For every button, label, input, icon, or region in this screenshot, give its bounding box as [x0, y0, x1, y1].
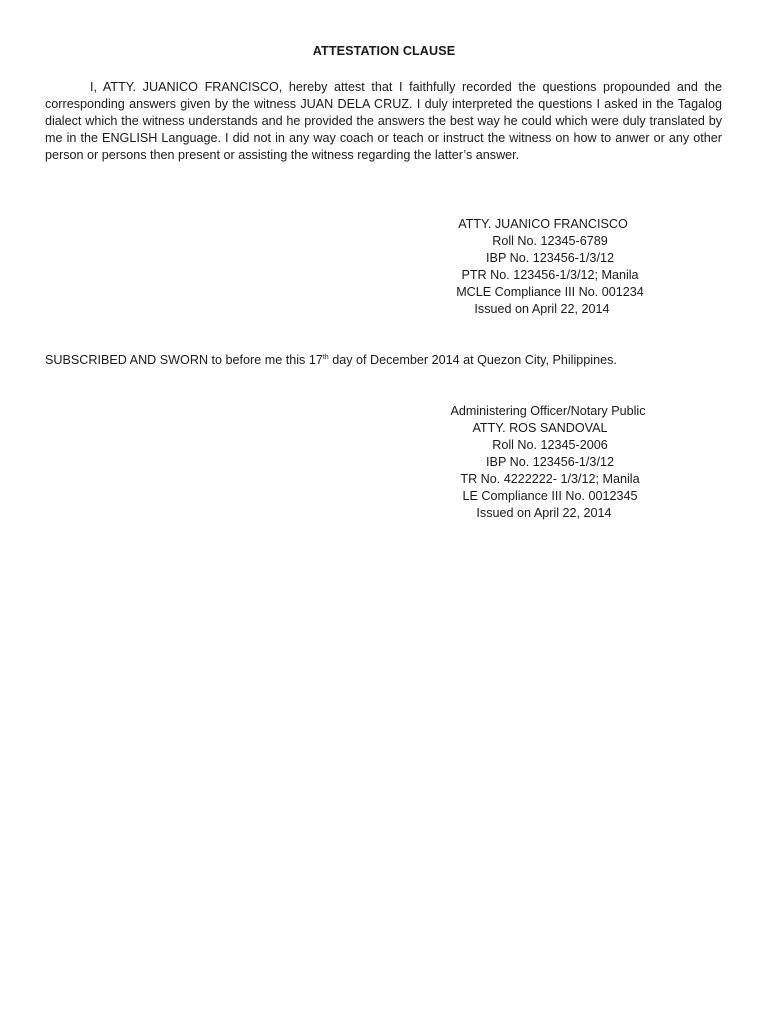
subscribed-sworn-line [45, 353, 735, 367]
notary-tr-no: TR No. 4222222- 1/3/12; Manila [460, 472, 640, 486]
ordinal-suffix: th [322, 354, 329, 361]
notary-ibp-no: IBP No. 123456-1/3/12 [486, 455, 614, 469]
attestation-paragraph: I, ATTY. JUANICO FRANCISCO, hereby attest that I faithfully recorded the questions propounded and the corresponding answers given by the witness JUAN DELA CRUZ. I duly interpreted the questions I asked in the Tagalog dialect which the witness understands and he provided the answers the best way he could which were duly translated by me in the ENGLISH Language. I did not in any way coach or teach or instruct the witness on how to anwer or any other person or persons then present or assisting the witness regarding the latter’s answer. [45, 80, 722, 162]
notary-name: ATTY. ROS SANDOVAL [472, 421, 608, 435]
attorney-ptr-no: PTR No. 123456-1/3/12; Manila [461, 268, 639, 282]
sworn-text-after: day of December 2014 at Quezon City, Philippines. [328, 353, 617, 367]
attorney-issued: Issued on April 22, 2014 [474, 302, 610, 316]
notary-role: Administering Officer/Notary Public [450, 404, 646, 418]
attorney-signature-block [440, 216, 660, 318]
attorney-mcle: MCLE Compliance III No. 001234 [456, 285, 644, 299]
attorney-name: ATTY. JUANICO FRANCISCO [458, 217, 628, 231]
notary-roll-no: Roll No. 12345-2006 [492, 438, 608, 452]
notary-signature-block [440, 403, 660, 522]
attorney-roll-no: Roll No. 12345-6789 [492, 234, 608, 248]
document-title: ATTESTATION CLAUSE [312, 44, 456, 58]
attorney-ibp-no: IBP No. 123456-1/3/12 [486, 251, 614, 265]
sworn-text-before: SUBSCRIBED AND SWORN to before me this 17 [45, 353, 323, 367]
notary-issued: Issued on April 22, 2014 [476, 506, 612, 520]
notary-le-compliance: LE Compliance III No. 0012345 [462, 489, 638, 503]
